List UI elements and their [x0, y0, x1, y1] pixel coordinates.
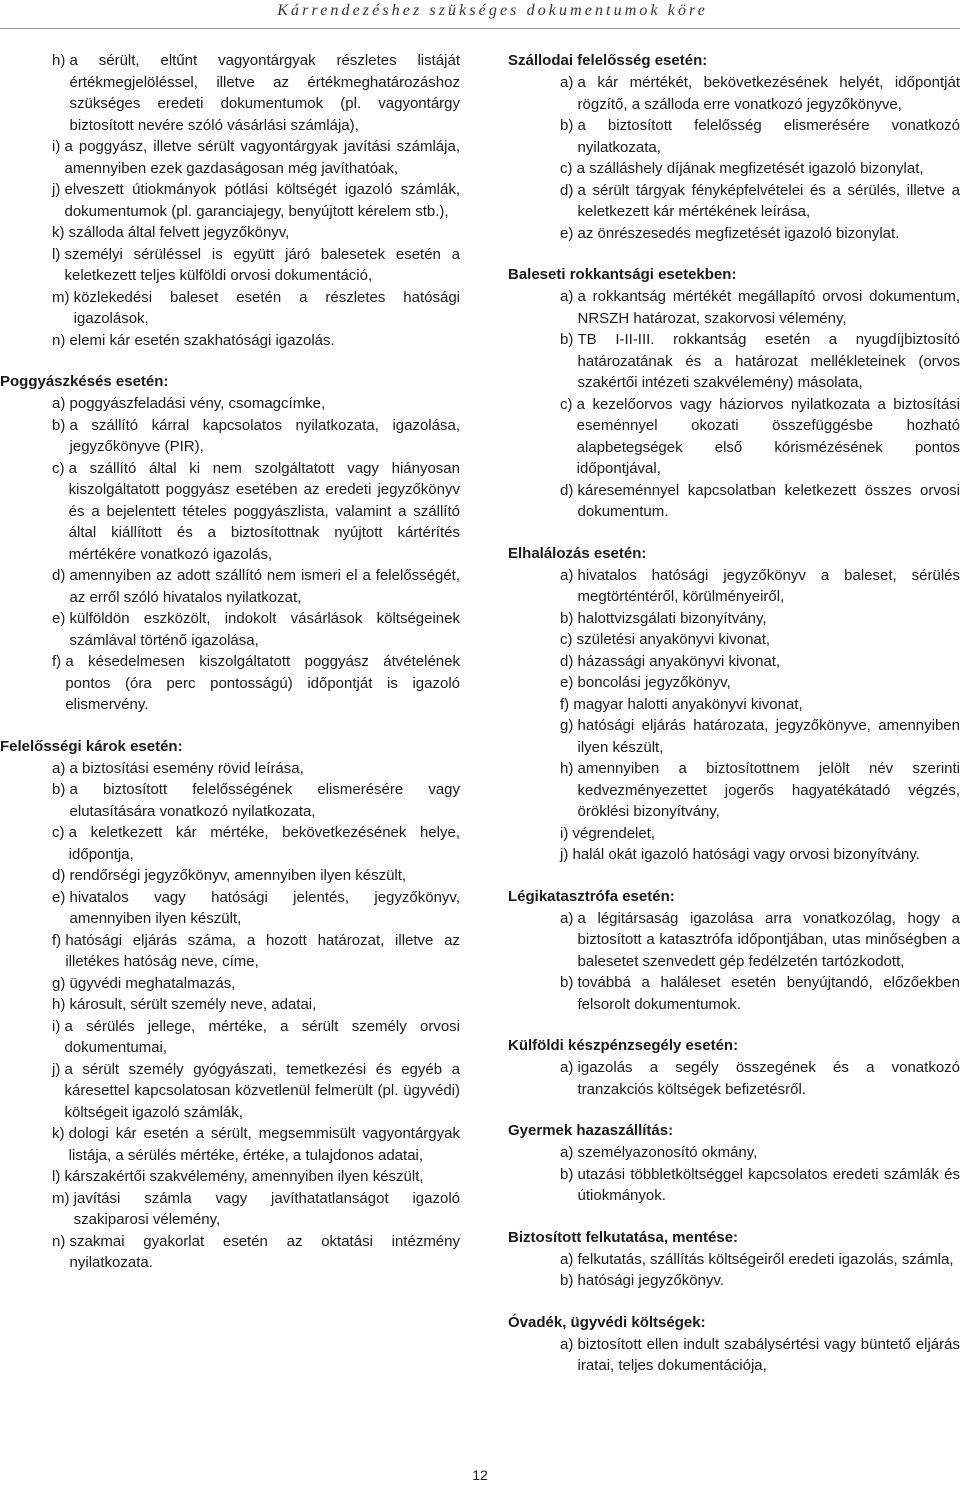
- list-item: [560, 480, 960, 523]
- list-item-letter: m): [52, 1189, 74, 1207]
- list-item-text: a rokkantság mértékét megállapító orvosi dokumentum, NRSZH határozat, szakorvosi vélemény,: [577, 288, 960, 327]
- section-list: [508, 1057, 960, 1100]
- list-item-letter: n): [52, 331, 70, 349]
- section-title: Elhalálozás esetén:: [508, 544, 647, 562]
- list-item-text: továbbá a haláleset esetén benyújtandó, előzőekben felsorolt dokumentumok.: [577, 974, 960, 1013]
- list-item-letter: a): [560, 566, 578, 584]
- list-item-text: a biztosított felelősségének elismerésére vagy elutasítására vonatkozó nyilatkozata,: [69, 781, 460, 820]
- list-item: [560, 651, 960, 673]
- list-item-text: igazolás a segély összegének és a vonatkozó tranzakciós költségek befizetésről.: [577, 1059, 960, 1098]
- section-list: [508, 72, 960, 244]
- list-item-letter: g): [52, 974, 70, 992]
- list-item: [52, 1059, 460, 1124]
- section-title: Légikatasztrófa esetén:: [508, 887, 675, 905]
- list-item-letter: f): [560, 695, 574, 713]
- list-item: [52, 973, 460, 995]
- list-item: [560, 158, 960, 180]
- list-item: [52, 287, 460, 330]
- list-item-text: a kezelőorvos vagy háziorvos nyilatkozata a biztosítási eseménnyel okozati összefüggésbe hozható alapbetegségek első kórismézésének pontos időpontjával,: [576, 395, 960, 477]
- list-item: [560, 694, 960, 716]
- list-item-letter: j): [52, 181, 65, 198]
- running-header: [0, 0, 960, 28]
- list-item: [52, 887, 460, 930]
- list-item: [52, 822, 460, 865]
- list-item-text: felkutatás, szállítás költségeiről eredeti igazolás, számla,: [577, 1250, 954, 1268]
- list-item: [52, 758, 460, 780]
- list-item-letter: b): [52, 781, 70, 798]
- intro-list: [52, 50, 460, 351]
- list-item: [52, 608, 460, 651]
- list-item-letter: a): [560, 1335, 578, 1353]
- left-sections: [0, 371, 460, 1274]
- list-item-letter: a): [560, 909, 578, 927]
- list-item-letter: h): [52, 996, 70, 1013]
- list-item: [560, 908, 960, 973]
- section-list: [508, 908, 960, 1016]
- list-item: [52, 1166, 460, 1188]
- list-item: [560, 394, 960, 480]
- list-item-letter: a): [52, 395, 70, 412]
- list-item: [52, 179, 460, 222]
- list-item-letter: b): [560, 1165, 578, 1183]
- list-item-text: boncolási jegyzőkönyv,: [577, 674, 731, 691]
- list-item: [52, 50, 460, 136]
- list-item-text: személyi sérüléssel is együtt járó balesetek esetén a keletkezett teljes külföldi orvosi dokumentáció,: [64, 245, 460, 284]
- list-item-letter: n): [52, 1232, 70, 1250]
- list-item-letter: d): [560, 652, 578, 670]
- section-list: [508, 1142, 960, 1207]
- list-item-text: elemi kár esetén szakhatósági igazolás.: [69, 331, 335, 349]
- intro-list-section: [0, 50, 460, 351]
- list-item: [560, 329, 960, 394]
- list-item: [560, 1164, 960, 1207]
- list-item-text: az önrészesedés megfizetését igazoló bizonylat.: [577, 224, 900, 242]
- list-item: [560, 115, 960, 158]
- list-item-letter: a): [560, 1250, 578, 1268]
- section-list: [0, 393, 460, 716]
- right-sections: [508, 50, 960, 1377]
- list-item-letter: b): [560, 1272, 578, 1289]
- list-item: [52, 651, 460, 716]
- section-list: [508, 1334, 960, 1377]
- list-item-letter: b): [52, 416, 70, 434]
- list-item-letter: e): [560, 224, 578, 242]
- list-item-letter: b): [560, 117, 578, 134]
- section: [508, 1227, 960, 1292]
- list-item-text: poggyászfeladási vény, csomagcímke,: [69, 395, 326, 412]
- list-item-letter: j): [560, 846, 573, 863]
- list-item: [52, 930, 460, 973]
- page-number: [0, 1466, 960, 1484]
- list-item: [52, 1016, 460, 1059]
- list-item: [560, 1249, 960, 1271]
- list-item: [52, 994, 460, 1016]
- section: [508, 886, 960, 1016]
- section-title: Biztosított felkutatása, mentése:: [508, 1228, 739, 1246]
- list-item: [52, 865, 460, 887]
- list-item-text: utazási többletköltséggel kapcsolatos eredeti számlák és útiokmányok.: [577, 1165, 960, 1204]
- list-item-letter: l): [52, 245, 65, 263]
- list-item-letter: d): [560, 481, 578, 499]
- section: [508, 50, 960, 244]
- list-item: [52, 136, 460, 179]
- list-item-text: a sérült személy gyógyászati, temetkezési és egyéb a káresettel kapcsolatosan közvetlenül felmerült (pl. ügyvédi) költségeit igazoló számlák,: [64, 1060, 460, 1121]
- section: [508, 1035, 960, 1100]
- list-item-text: káreseménnyel kapcsolatban keletkezett összes orvosi dokumentum.: [577, 481, 960, 520]
- list-item-text: a szállító kárral kapcsolatos nyilatkozata, igazolása, jegyzőkönyve (PIR),: [69, 416, 460, 455]
- list-item: [52, 393, 460, 415]
- list-item-letter: e): [560, 674, 578, 691]
- list-item-text: hatósági eljárás határozata, jegyzőkönyve, amennyiben ilyen készült,: [577, 717, 960, 756]
- list-item-letter: c): [52, 824, 69, 841]
- section: [508, 1120, 960, 1207]
- list-item-letter: f): [52, 653, 66, 670]
- list-item-text: magyar halotti anyakönyvi kivonat,: [573, 695, 803, 713]
- list-item-text: halál okát igazoló hatósági vagy orvosi bizonyítvány.: [572, 846, 920, 863]
- list-item-letter: k): [52, 224, 69, 241]
- left-column: [0, 50, 460, 1294]
- list-item-letter: a): [560, 1059, 578, 1076]
- list-item-letter: i): [560, 824, 573, 842]
- header-divider: [0, 28, 960, 29]
- section-list: [508, 286, 960, 523]
- right-column: [508, 50, 960, 1397]
- list-item: [560, 715, 960, 758]
- list-item: [52, 1123, 460, 1166]
- list-item-letter: f): [52, 931, 66, 949]
- list-item-text: a sérülés jellege, mértéke, a sérült személy orvosi dokumentumai,: [64, 1017, 460, 1056]
- list-item-letter: e): [52, 610, 70, 627]
- list-item-letter: i): [52, 1017, 65, 1035]
- list-item-letter: e): [52, 888, 70, 906]
- list-item: [52, 244, 460, 287]
- list-item-text: kárszakértői szakvélemény, amennyiben ilyen készült,: [64, 1168, 424, 1185]
- list-item: [560, 72, 960, 115]
- list-item-text: károsult, sérült személy neve, adatai,: [69, 996, 317, 1013]
- list-item-letter: k): [52, 1125, 69, 1142]
- section: [0, 736, 460, 1274]
- list-item-text: házassági anyakönyvi kivonat,: [577, 652, 781, 670]
- list-item-letter: l): [52, 1168, 65, 1185]
- header-title: Kárrendezéshez szükséges dokumentumok köre: [277, 2, 708, 19]
- list-item-text: a biztosított felelősség elismerésére vonatkozó nyilatkozata,: [577, 117, 960, 156]
- list-item-text: a légitársaság igazolása arra vonatkozólag, hogy a biztosított a katasztrófa időpontjában, utas minőségben a balesetet szenvedett gép fedélzetén tartózkodott,: [577, 909, 960, 970]
- section: [0, 371, 460, 716]
- list-item: [52, 1231, 460, 1274]
- list-item-letter: g): [560, 717, 578, 734]
- list-item-letter: a): [560, 1144, 578, 1161]
- section-title: Szállodai felelősség esetén:: [508, 52, 708, 69]
- list-item-letter: c): [560, 160, 577, 177]
- list-item-text: rendőrségi jegyzőkönyv, amennyiben ilyen készült,: [69, 867, 407, 884]
- list-item: [560, 1057, 960, 1100]
- list-item: [52, 415, 460, 458]
- list-item: [560, 844, 960, 866]
- section: [508, 1312, 960, 1377]
- list-item: [560, 823, 960, 845]
- section-title: Baleseti rokkantsági esetekben:: [508, 266, 737, 283]
- list-item-text: a szállító által ki nem szolgáltatott vagy hiányosan kiszolgáltatott poggyász esetében az eredeti jegyzőkönyv és a bejelentett tételes poggyászlista, valamint a szállító által kiállított és a biztosítottnak nyújtott kártérítés mértékére vonatkozó igazolás,: [68, 459, 460, 563]
- list-item-text: szálloda által felvett jegyzőkönyv,: [68, 224, 290, 241]
- list-item-letter: b): [560, 974, 578, 991]
- list-item-letter: d): [560, 181, 578, 199]
- list-item: [560, 180, 960, 223]
- list-item: [52, 222, 460, 244]
- list-item-letter: b): [560, 331, 578, 348]
- list-item-letter: d): [52, 567, 70, 584]
- list-item-text: dologi kár esetén a sérült, megsemmisült vagyontárgyak listája, a sérülés mértéke, értéke, a tulajdonos adatai,: [68, 1125, 460, 1164]
- list-item-letter: a): [52, 759, 70, 777]
- list-item-letter: m): [52, 288, 74, 306]
- list-item: [560, 1142, 960, 1164]
- page-number-text: 12: [472, 1467, 488, 1483]
- list-item-letter: d): [52, 867, 70, 884]
- list-item-letter: c): [560, 395, 577, 413]
- list-item-text: végrendelet,: [572, 824, 656, 842]
- list-item-text: személyazonosító okmány,: [577, 1144, 758, 1161]
- list-item: [52, 1188, 460, 1231]
- list-item-letter: c): [560, 631, 577, 648]
- list-item-text: ügyvédi meghatalmazás,: [69, 974, 236, 992]
- list-item: [52, 458, 460, 566]
- list-item-text: szakmai gyakorlat esetén az oktatási intézmény nyilatkozata.: [69, 1232, 460, 1271]
- list-item-text: hatósági jegyzőkönyv.: [577, 1272, 724, 1289]
- list-item-letter: b): [560, 609, 578, 627]
- list-item-text: külföldön eszközölt, indokolt vásárlások költségeinek számlával történő igazolása,: [69, 610, 460, 649]
- list-item-text: hivatalos hatósági jegyzőkönyv a baleset, sérülés megtörténtéről, körülményeiről,: [577, 566, 960, 605]
- list-item-text: amennyiben a biztosítottnem jelölt név szerinti kedvezményezettet jogerős hagyatékátadó végzés, öröklési bizonyítvány,: [577, 760, 960, 820]
- list-item-text: a késedelmesen kiszolgáltatott poggyász átvételének pontos (óra perc pontosságú) időpontját is igazoló elismervény.: [65, 653, 460, 713]
- list-item-text: születési anyakönyvi kivonat,: [576, 631, 771, 648]
- list-item-letter: j): [52, 1060, 65, 1078]
- list-item: [560, 758, 960, 823]
- list-item: [560, 629, 960, 651]
- list-item-text: javítási számla vagy javíthatatlanságot igazoló szakiparosi vélemény,: [73, 1189, 460, 1228]
- list-item-text: a szálláshely díjának megfizetését igazoló bizonylat,: [576, 160, 924, 177]
- list-item: [52, 565, 460, 608]
- list-item-letter: a): [560, 74, 578, 91]
- list-item: [52, 779, 460, 822]
- list-item-text: a keletkezett kár mértéke, bekövetkezésének helye, időpontja,: [68, 824, 460, 863]
- section-list: [508, 565, 960, 866]
- list-item: [560, 565, 960, 608]
- list-item-text: amennyiben az adott szállító nem ismeri el a felelősségét, az erről szóló hivatalos nyilatkozat,: [69, 567, 460, 606]
- list-item-text: halottvizsgálati bizonyítvány,: [577, 609, 767, 627]
- list-item: [560, 1270, 960, 1292]
- list-item: [560, 972, 960, 1015]
- list-item: [560, 672, 960, 694]
- list-item-text: biztosított ellen indult szabálysértési vagy büntető eljárás iratai, teljes dokumentációja,: [577, 1335, 960, 1374]
- list-item: [560, 1334, 960, 1377]
- section-list: [508, 1249, 960, 1292]
- list-item: [52, 330, 460, 352]
- section-title: Gyermek hazaszállítás:: [508, 1122, 674, 1139]
- list-item-letter: i): [52, 138, 65, 155]
- section: [508, 543, 960, 866]
- list-item-text: hatósági eljárás száma, a hozott határozat, illetve az illetékes hatóság neve, címe,: [65, 931, 460, 970]
- list-item-text: a biztosítási esemény rövid leírása,: [69, 759, 304, 777]
- list-item-letter: h): [560, 760, 578, 777]
- list-item: [560, 608, 960, 630]
- section-title: Óvadék, ügyvédi költségek:: [508, 1313, 706, 1331]
- section: [508, 264, 960, 523]
- list-item-text: hivatalos vagy hatósági jelentés, jegyzőkönyv, amennyiben ilyen készült,: [69, 888, 460, 927]
- list-item: [560, 223, 960, 245]
- list-item-letter: h): [52, 52, 70, 69]
- list-item-letter: c): [52, 459, 69, 477]
- list-item-text: a poggyász, illetve sérült vagyontárgyak javítási számlája, amennyiben ezek gazdaságosan még javíthatóak,: [64, 138, 460, 177]
- section-title: Poggyászkésés esetén:: [0, 373, 169, 390]
- section-title: Külföldi készpénzsegély esetén:: [508, 1037, 739, 1054]
- list-item-letter: a): [560, 288, 578, 305]
- list-item-text: a sérült tárgyak fényképfelvételei és a sérülés, illetve a keletkezett kár mértékének leírása,: [577, 181, 960, 220]
- list-item: [560, 286, 960, 329]
- list-item-text: közlekedési baleset esetén a részletes hatósági igazolások,: [73, 288, 460, 327]
- list-item-text: a sérült, eltűnt vagyontárgyak részletes listáját értékmegjelöléssel, illetve az értékmeghatározáshoz szükséges eredeti dokumentumok (pl. vagyontárgy biztosított nevére szóló vásárlási számlája),: [69, 52, 460, 134]
- list-item-text: TB I-II-III. rokkantság esetén a nyugdíjbiztosító határozatának és a határozat mellékleteinek (orvos szakértői intézeti szakvélemény) másolata,: [577, 331, 960, 391]
- section-list: [0, 758, 460, 1274]
- section-title: Felelősségi károk esetén:: [0, 737, 183, 755]
- list-item-text: a kár mértékét, bekövetkezésének helyét, időpontját rögzítő, a szálloda erre vonatkozó jegyzőkönyve,: [577, 74, 960, 113]
- list-item-text: elveszett útiokmányok pótlási költségét igazoló számlák, dokumentumok (pl. garanciajegy, benyújtott kérelem stb.),: [64, 181, 460, 220]
